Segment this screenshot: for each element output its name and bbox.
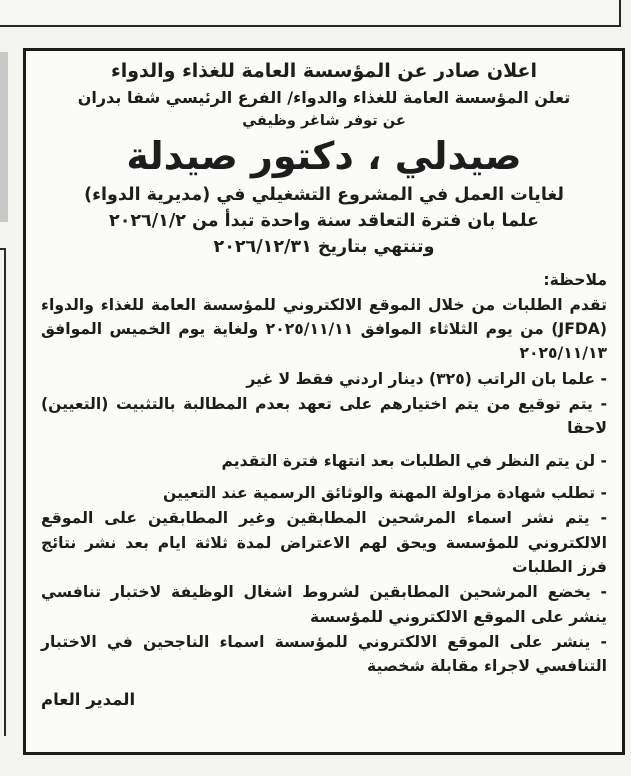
- application-window-line-1: تقدم الطلبات من خلال الموقع الالكتروني للمؤسسة العامة للغذاء والدواء: [41, 295, 607, 314]
- signature-director-general: المدير العام: [41, 690, 136, 710]
- vacancy-intro: عن توفر شاغر وظيفي: [242, 112, 406, 129]
- note-pledge: - يتم توقيع من يتم اختيارهم على تعهد بعدم المطالبة بالتثبيت (التعيين) لاحقا: [41, 395, 607, 438]
- note-candidates-publication: - يتم نشر اسماء المرشحين المطابقين وغير المطابقين على الموقع الالكتروني للمؤسسة ويحق لهم الاعتراض لمدة ثلاثة ايام بعد نشر نتائج فرز الطلبات: [41, 509, 607, 576]
- application-window-line-2: (JFDA) من يوم الثلاثاء الموافق ٢٠٢٥/١١/١١ ولغاية يوم الخميس الموافق: [41, 320, 608, 339]
- contract-period-line-2: وتنتهي بتاريخ ٢٠٢٦/١٢/٣١: [213, 237, 435, 258]
- job-title: صيدلي ، دكتور صيدلة: [126, 134, 522, 179]
- announcement-subtitle: تعلن المؤسسة العامة للغذاء والدواء/ الفرع الرئيسي شفا بدران: [77, 87, 571, 107]
- adjacent-frame-left-corner: [0, 248, 6, 736]
- left-edge-gray-strip: [0, 52, 8, 222]
- application-window-paragraph: [41, 293, 607, 366]
- note-salary: - علما بان الراتب (٣٢٥) دينار اردني فقط لا غير: [246, 369, 607, 388]
- announcement-box: [23, 48, 625, 755]
- contract-period-line-1: علما بان فترة التعاقد سنة واحدة تبدأ من ٢٠٢٦/١/٢: [109, 210, 539, 231]
- note-label: ملاحظة:: [543, 271, 607, 290]
- application-window-line-3: ٢٠٢٥/١١/١٣: [519, 344, 607, 363]
- note-license: - تطلب شهادة مزاولة المهنة والوثائق الرسمية عند التعيين: [163, 483, 607, 502]
- note-successful-candidates: - ينشر على الموقع الالكتروني للمؤسسة اسماء الناجحين في الاختبار التنافسي لاجراء مقابلة شخصية: [41, 632, 607, 676]
- note-competitive-exam: - يخضع المرشحين المطابقين لشروط اشغال الوظيفة لاختبار تنافسي ينشر على الموقع الالكتروني للمؤسسة: [41, 583, 607, 626]
- job-purpose: لغايات العمل في المشروع التشغيلي في (مديرية الدواء): [84, 184, 564, 205]
- adjacent-frame-bottom-corner: [0, 0, 621, 27]
- announcement-title: اعلان صادر عن المؤسسة العامة للغذاء والدواء: [111, 60, 537, 82]
- note-deadline: - لن يتم النظر في الطلبات بعد انتهاء فترة التقديم: [221, 451, 607, 470]
